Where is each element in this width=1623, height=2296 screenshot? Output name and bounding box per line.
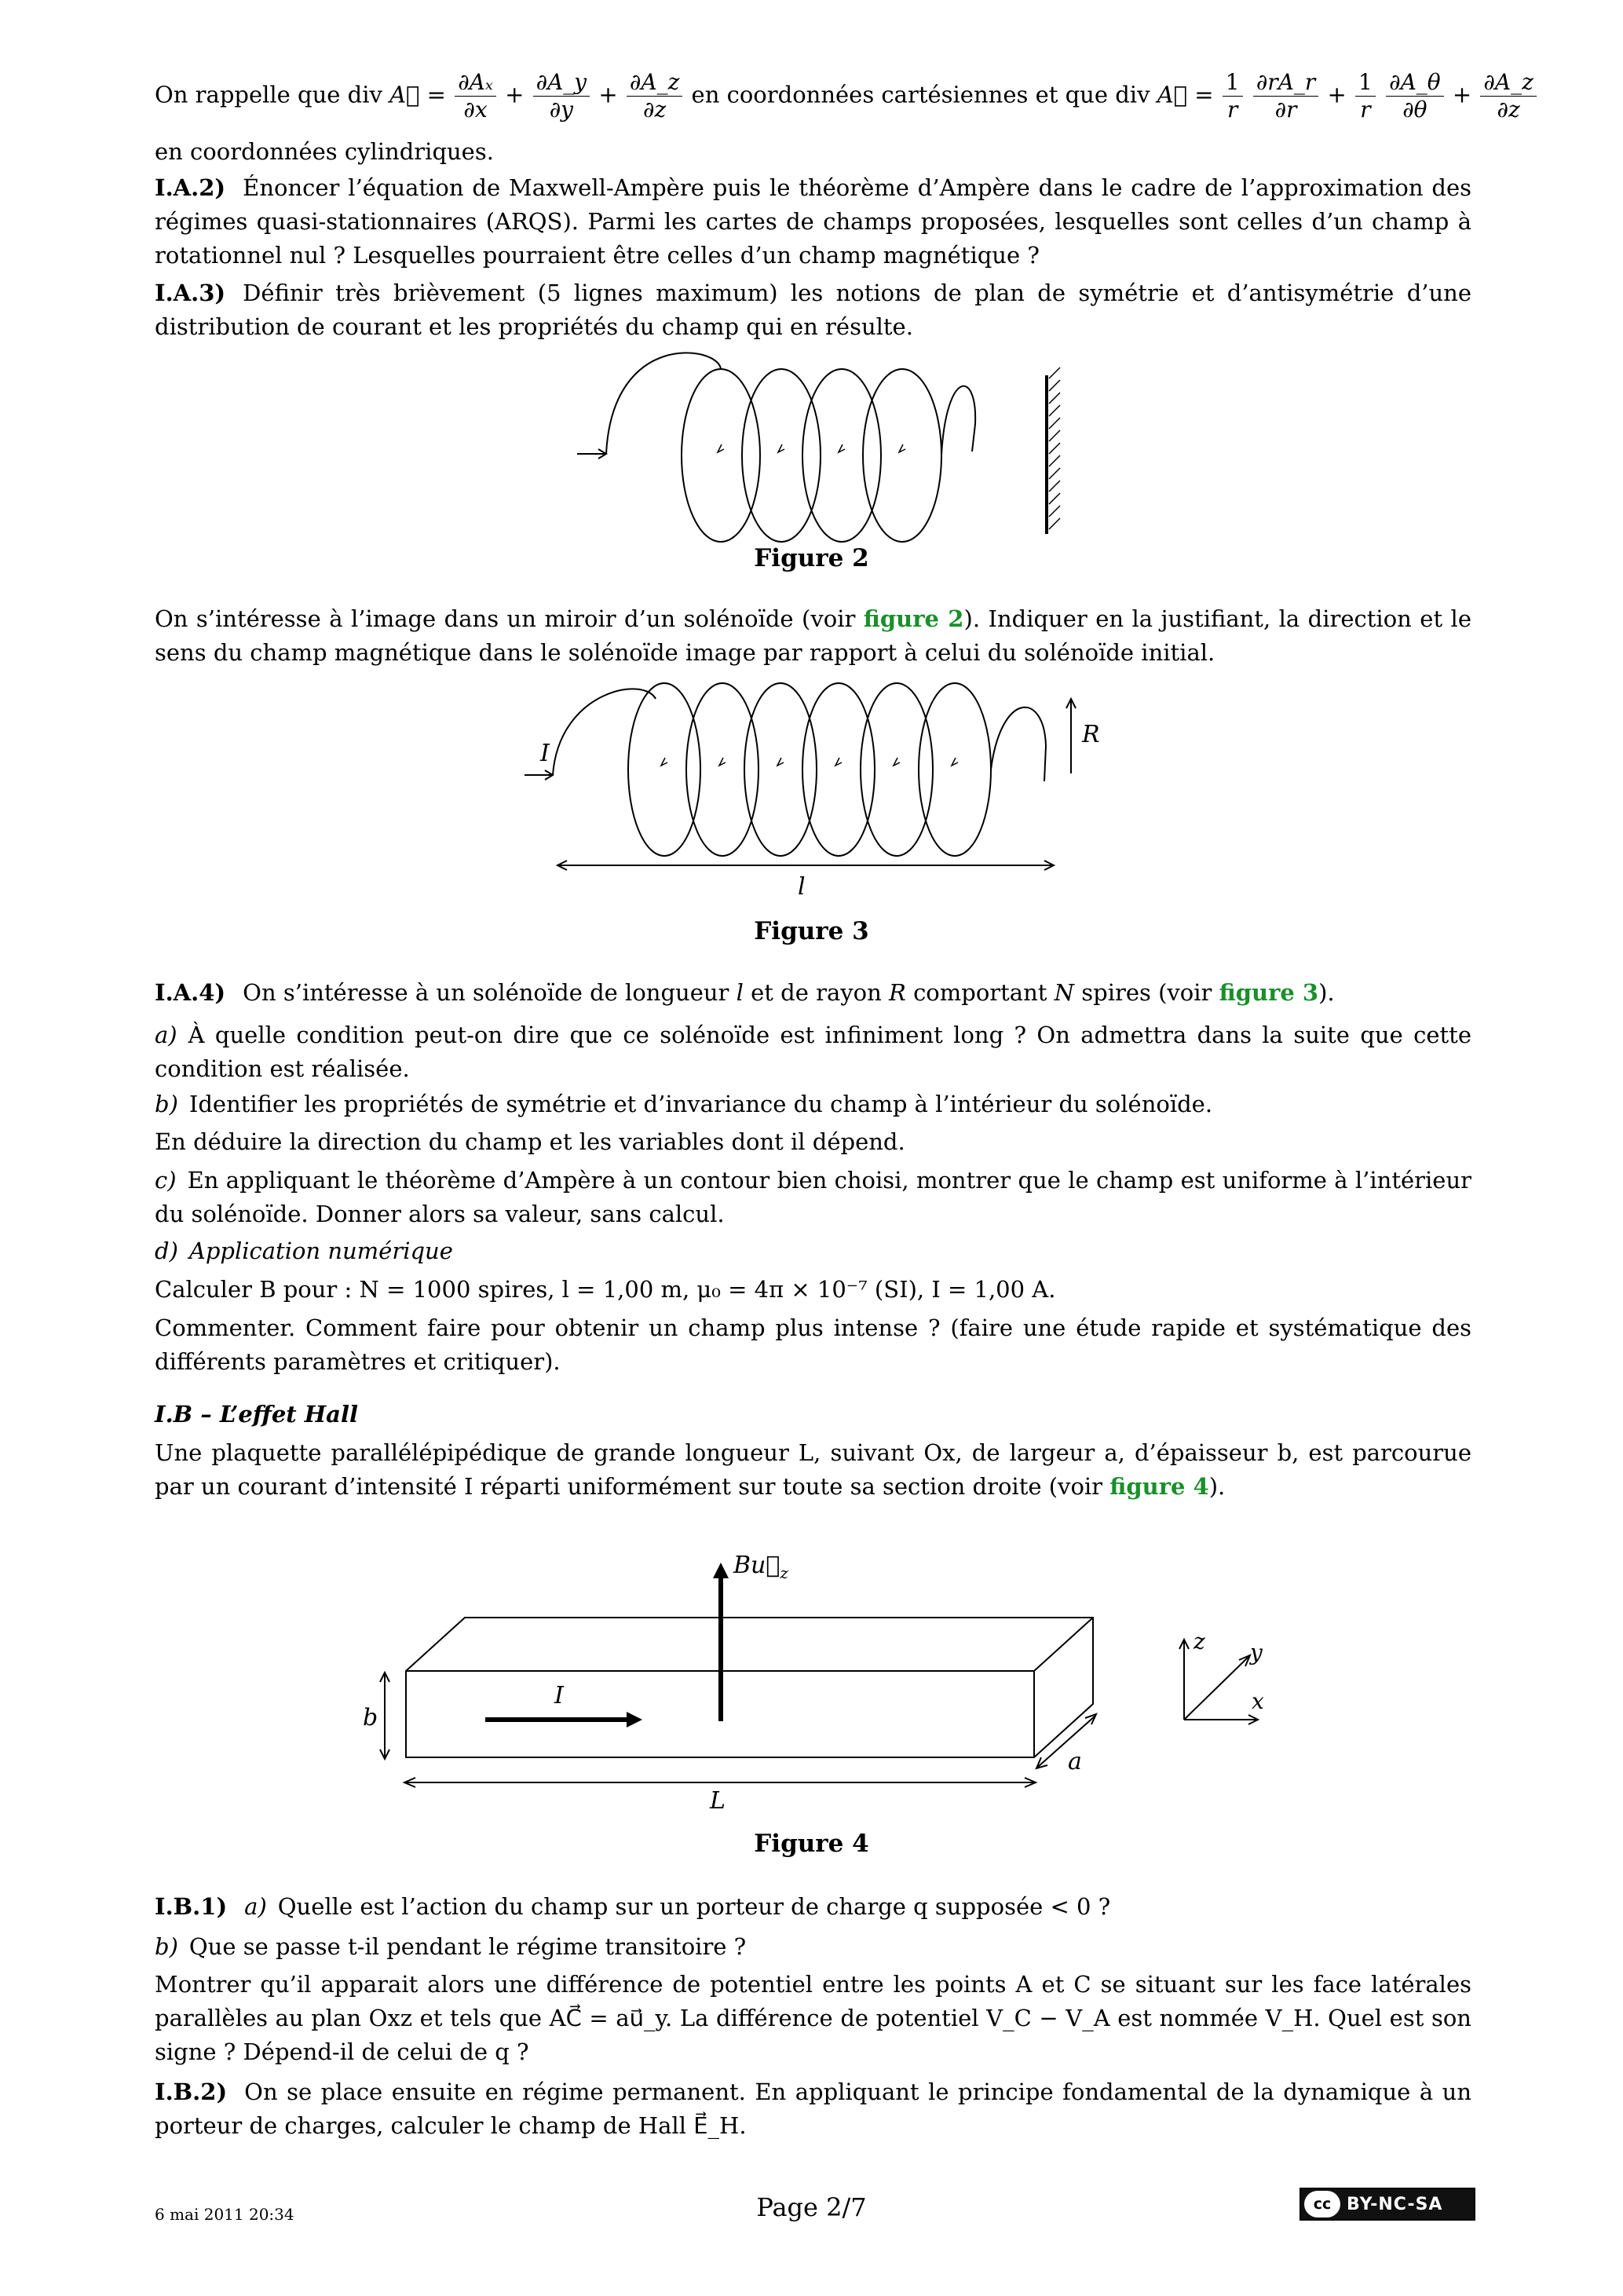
figure-3-label-current: I [540,740,550,767]
question-label: I.B.2) [155,2078,228,2105]
question-ib1 [155,1890,1471,1924]
section-ib-text: ). [1208,1473,1226,1500]
frac-1-r-b: $\frac{1}{r}$ [1355,69,1376,123]
subquestion-text: Quelle est l’action du champ sur un porteur de charge q supposée < 0 ? [277,1893,1111,1920]
calc-text: Calculer B pour : N = 1000 spires, l = 1,00 m, μ₀ = 4π × 10⁻⁷ (SI), I = 1,00 A. [155,1276,1056,1303]
figure-4-link[interactable]: figure 4 [1109,1473,1209,1500]
question-text: Définir très brièvement (5 lignes maximum) les notions de plan de symétrie et d’antisymétrie d’une distribution de courant et les propriétés du champ qui en résulte. [155,280,1471,340]
figure-4-label-current: I [554,1682,564,1709]
figure-3-link[interactable]: figure 3 [1219,979,1319,1006]
figure-4-label-field: $Bu⃗_z$ [733,1552,788,1582]
figure-4-label-thickness: b [363,1704,378,1731]
comment-text: Commenter. Comment faire pour obtenir un champ plus intense ? (faire une étude rapide et systématique des différents paramètres et critiquer). [155,1314,1471,1375]
subquestion-label: d) [155,1238,178,1264]
subquestion-text: Que se passe t-il pendant le régime transitoire ? [188,1933,747,1960]
frac-datheta-dtheta: $\frac{\partial A\_\theta}{\partial\theta}$ [1386,69,1444,123]
subquestion-label: a) [244,1893,267,1920]
question-label: I.B.1) [155,1893,228,1920]
section-ib-intro [155,1436,1471,1504]
subquestion-a [155,1018,1471,1086]
subquestion-label: b) [155,1091,178,1117]
plus-sign: + [505,81,525,108]
var-l: l [736,979,744,1006]
vector-a: A⃗ = [389,81,446,108]
question-ia3 [155,276,1471,344]
section-ib-text: Une plaquette parallélépipédique de grande longueur L, suivant Ox, de largeur a, d’épaisseur b, est parcourue par un courant d’intensité I réparti uniformément sur toute sa section droite (voir [155,1439,1471,1500]
var-r: R [889,979,906,1006]
section-ib-title: I.B – L’effet Hall [155,1401,359,1428]
plus-sign: + [1452,81,1472,108]
page-number: Page 2/7 [756,2192,867,2222]
cc-license-badge[interactable] [1299,2188,1475,2221]
subquestion-text: Application numérique [188,1238,453,1264]
mirror-text-after: ). Indiquer en la justifiant, la direction et le sens du champ magnétique dans le solénoïde image par rapport à celui du solénoïde initial. [155,605,1471,666]
question-text: Énoncer l’équation de Maxwell-Ampère puis le théorème d’Ampère dans le cadre de l’approximation des régimes quasi-stationnaires (ARQS). Parmi les cartes de champs proposées, lesquelles sont celles d’un champ à rotationnel nul ? Lesquelles pourraient être celles d’un champ magnétique ? [155,174,1471,269]
deduce-text: En déduire la direction du champ et les variables dont il dépend. [155,1128,905,1155]
question-ia2 [155,171,1471,272]
question-ib1-show: Montrer qu’il apparait alors une différence de potentiel entre les points A et C se situant sur les face latérales parallèles au plan Oxz et tels que AC⃗ = au⃗_y. La différence de potentiel V_C − V_A est nommée V_H. Quel est son signe ? Dépend-il de celui de q ? [155,1971,1471,2065]
frac-dax-dx: $\frac{\text{∂Aₓ}}{\partial x}$ [455,69,496,123]
subquestion-label: c) [155,1167,177,1194]
subquestion-c [155,1164,1471,1231]
figure-3-label-radius: R [1082,721,1100,748]
footer-date: 6 mai 2011 20:34 [155,2205,294,2224]
figure-3-caption: Figure 3 [754,917,869,945]
question-text: On s’intéresse à un solénoïde de longueur [243,979,729,1006]
question-ib1-b [155,1930,1471,1964]
subquestion-text: En appliquant le théorème d’Ampère à un contour bien choisi, montrer que le champ est uniforme à l’intérieur du solénoïde. Donner alors sa valeur, sans calcul. [155,1167,1471,1227]
question-label: I.A.4) [155,979,226,1006]
question-text: ). [1318,979,1335,1006]
subquestion-d [155,1234,1471,1268]
plus-sign: + [1327,81,1347,108]
axis-x-label: x [1252,1688,1264,1714]
frac-1-r: $\frac{1}{r}$ [1223,69,1243,123]
license-label: BY-NC-SA [1347,2194,1443,2214]
subquestion-label: b) [155,1933,178,1960]
question-text: comportant [913,979,1047,1006]
intro-text-3: en coordonnées cylindriques. [155,138,494,165]
intro-text-1: On rappelle que div [155,81,382,108]
question-label: I.A.2) [155,174,226,201]
figure-3-label-length: l [798,873,806,901]
figure-4-caption: Figure 4 [754,1830,869,1858]
figure-4-label-width: a [1068,1748,1082,1775]
subquestion-text: Identifier les propriétés de symétrie et d’invariance du champ à l’intérieur du solénoïde. [188,1091,1213,1117]
intro-formula-line [155,69,1533,123]
figure-2-caption: Figure 2 [754,544,869,572]
cc-icon: cc [1304,2191,1340,2217]
axis-y-label: y [1250,1640,1263,1665]
subquestion-b [155,1088,1471,1121]
frac-daz-dz: $\frac{\partial A\_z}{\partial z}$ [627,69,682,123]
question-text: et de rayon [751,979,882,1006]
intro-text-2: en coordonnées cartésiennes et que div [691,81,1150,108]
frac-daz-dz-cyl: $\frac{\partial A\_z}{\partial z}$ [1480,69,1536,123]
question-text: On se place ensuite en régime permanent. En appliquant le principe fondamental de la dynamique à un porteur de charges, calculer le champ de Hall E⃗_H. [155,2078,1471,2139]
question-ib2 [155,2075,1471,2143]
mirror-paragraph [155,602,1471,670]
plus-sign: + [598,81,618,108]
question-text: spires (voir [1081,979,1212,1006]
figure-2-link[interactable]: figure 2 [863,605,964,632]
var-n: N [1054,979,1075,1006]
frac-day-dy: $\frac{\partial A\_y}{\partial y}$ [533,69,590,123]
axis-z-label: z [1193,1629,1205,1654]
mirror-text-before: On s’intéresse à l’image dans un miroir d’un solénoïde (voir [155,605,856,632]
question-label: I.A.3) [155,280,226,306]
subquestion-label: a) [155,1022,177,1048]
frac-drar-dr: $\frac{\partial rA\_r}{\partial r}$ [1253,69,1318,123]
subquestion-text: À quelle condition peut-on dire que ce solénoïde est infiniment long ? On admettra dans la suite que cette condition est réalisée. [155,1022,1471,1082]
vector-a-cyl: A⃗ = [1157,81,1214,108]
question-ia4 [155,976,1471,1010]
figure-4-label-length: L [710,1787,726,1815]
